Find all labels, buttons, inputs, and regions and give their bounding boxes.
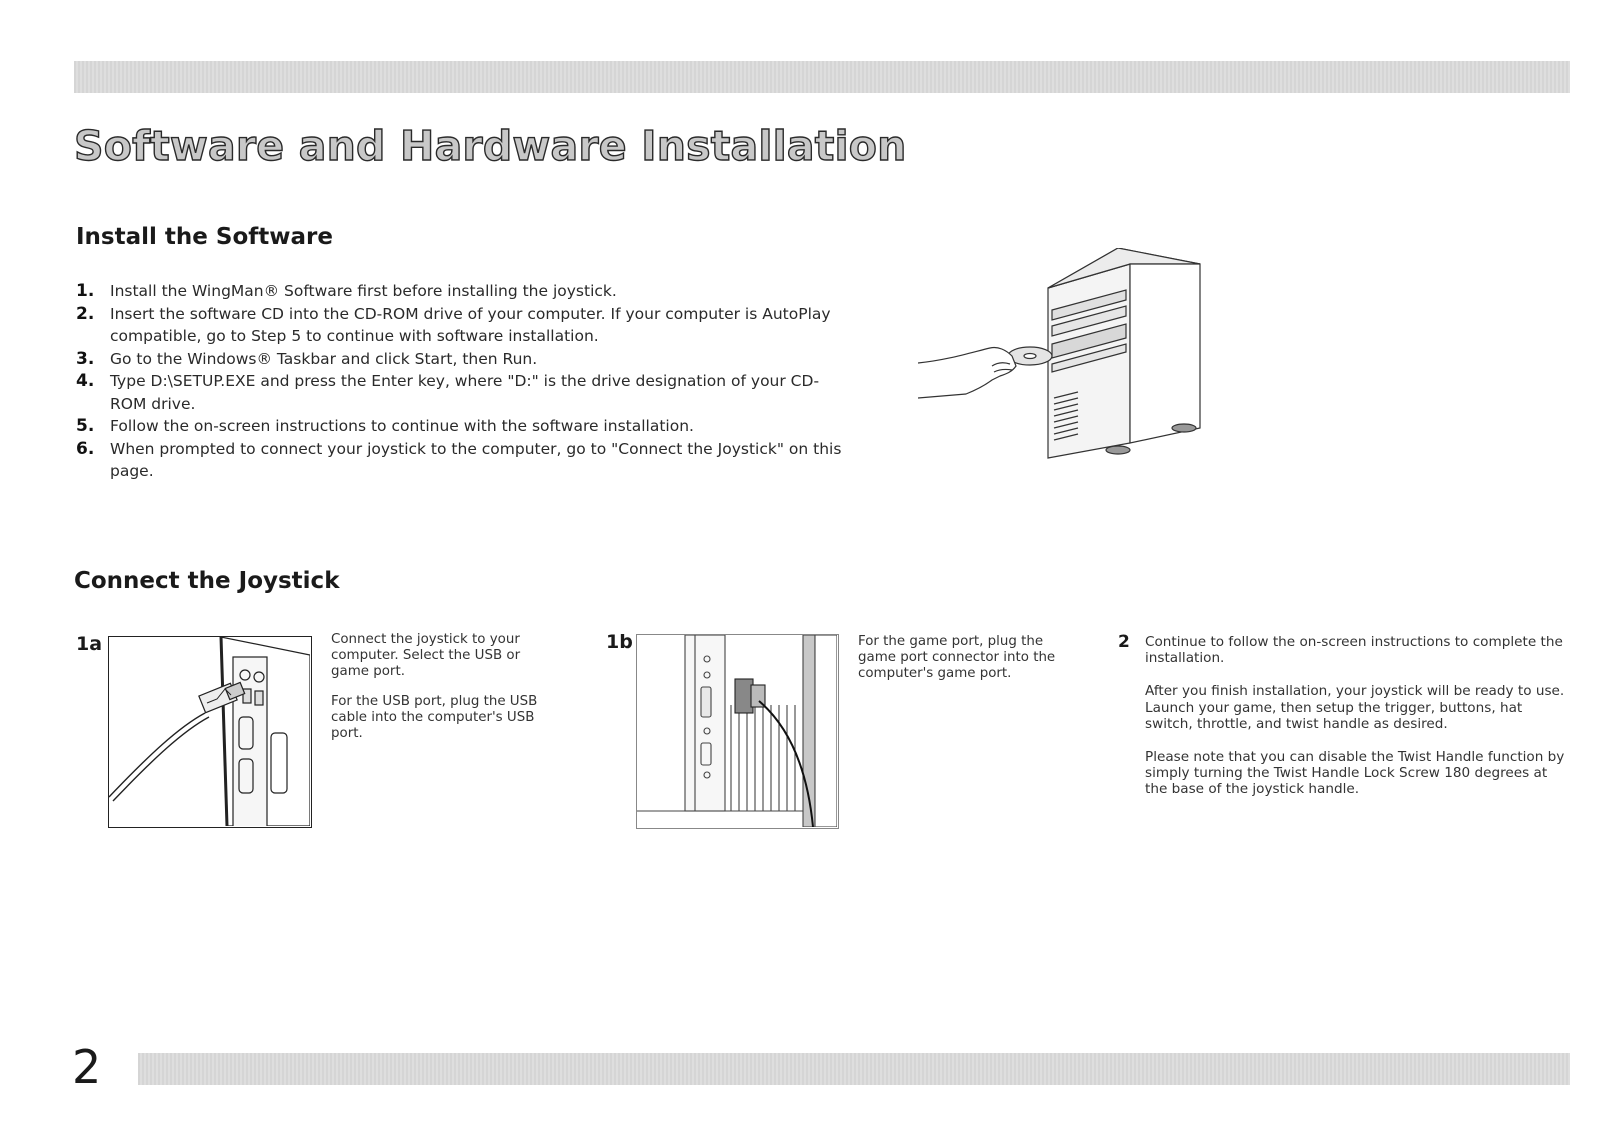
step-2-instructions [1145, 634, 1565, 815]
step-2-paragraph: Please note that you can disable the Twist Handle function by simply turning the Twist Handle Lock Screw 180 degrees at the base of the joystick handle. [1145, 749, 1565, 798]
game-port-illustration [636, 634, 839, 829]
step-number: 4. [76, 371, 95, 391]
install-step [76, 415, 846, 438]
step-number: 2. [76, 303, 95, 324]
install-step [76, 370, 846, 415]
step-number: 1. [76, 281, 95, 301]
install-software-heading: Install the Software [76, 224, 333, 250]
step-number: 5. [76, 416, 95, 436]
install-step [76, 303, 846, 348]
usb-port-illustration [108, 636, 312, 828]
step-text: Type D:\SETUP.EXE and press the Enter key, where "D:" is the drive designation of your CD-ROM drive. [110, 372, 820, 413]
step-1a-paragraph: For the USB port, plug the USB cable into the computer's USB port. [331, 694, 538, 741]
connect-joystick-heading: Connect the Joystick [74, 568, 340, 594]
page-title: Software and Hardware Installation [74, 122, 907, 170]
step-number: 3. [76, 348, 95, 369]
step-label-1b: 1b [606, 631, 633, 653]
step-label-2: 2 [1118, 632, 1130, 652]
step-text: Insert the software CD into the CD-ROM drive of your computer. If your computer is AutoPlay compatible, go to Step 5 to continue with software installation. [110, 304, 831, 345]
step-text: Install the WingMan® Software first before installing the joystick. [110, 282, 617, 300]
step-text: When prompted to connect your joystick to the computer, go to "Connect the Joystick" on this page. [110, 439, 842, 480]
bottom-footer-bar [138, 1053, 1570, 1085]
install-step [76, 438, 846, 483]
page-number: 2 [72, 1040, 102, 1094]
computer-cd-insert-illustration [918, 248, 1218, 476]
step-text: Go to the Windows® Taskbar and click Start, then Run. [110, 349, 538, 368]
step-1a-paragraph: Connect the joystick to your computer. Select the USB or game port. [331, 632, 521, 679]
install-step [76, 348, 846, 371]
top-header-bar [74, 61, 1570, 93]
step-text: Follow the on-screen instructions to continue with the software installation. [110, 417, 694, 435]
step-label-1a: 1a [76, 633, 103, 655]
step-number: 6. [76, 438, 95, 459]
step-1b-paragraph: For the game port, plug the game port connector into the computer's game port. [858, 634, 1056, 681]
step-1a-instructions [331, 632, 541, 756]
step-2-paragraph: After you finish installation, your joystick will be ready to use. Launch your game, then setup the trigger, buttons, hat switch, throttle, and twist handle as desired. [1145, 683, 1565, 732]
step-2-paragraph: Continue to follow the on-screen instructions to complete the installation. [1145, 634, 1563, 667]
install-step [76, 280, 846, 303]
step-1b-instructions [858, 634, 1058, 696]
install-steps-list [76, 280, 846, 483]
